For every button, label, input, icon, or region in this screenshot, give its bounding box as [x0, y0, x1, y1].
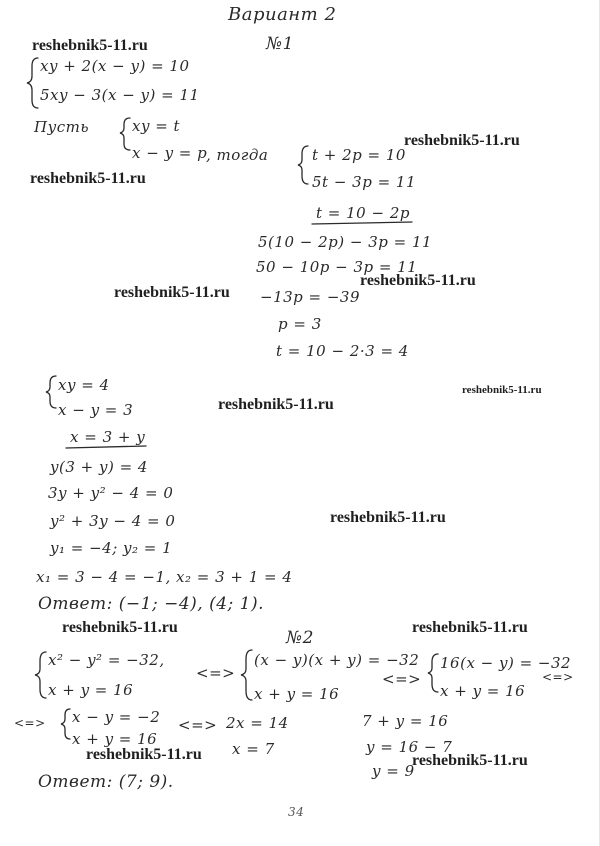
watermark-8: reshebnik5-11.ru: [330, 509, 446, 526]
p2-arrow-5: <=>: [178, 716, 218, 734]
p2-step-y-expr: y = 16 − 7: [366, 738, 453, 756]
p2-system4-line2: x + y = 16: [72, 730, 158, 748]
p2-system1-line2: x + y = 16: [48, 681, 134, 699]
p1-system2-line2: 5t − 3p = 11: [312, 173, 417, 191]
variant-title: Вариант 2: [228, 4, 337, 25]
problem-1-number: №1: [266, 34, 294, 54]
p1-step-quadratic-a: 3y + y² − 4 = 0: [48, 484, 174, 502]
p2-system3-line2: x + y = 16: [440, 682, 526, 700]
watermark-3: reshebnik5-11.ru: [30, 170, 146, 187]
p2-system2-line2: x + y = 16: [254, 685, 340, 703]
p2-system2-line1: (x − y)(x + y) = −32: [254, 651, 420, 669]
p2-answer: Ответ: (7; 9).: [38, 772, 174, 792]
watermark-9: reshebnik5-11.ru: [62, 619, 178, 636]
p2-step-2x: 2x = 14: [226, 714, 289, 732]
watermark-1: reshebnik5-11.ru: [32, 37, 148, 54]
p2-arrow-3: <=>: [542, 670, 574, 684]
problem-2-number: №2: [286, 628, 314, 648]
p1-step-t-expr: t = 10 − 2p: [316, 204, 410, 222]
p1-system3-line2: x − y = 3: [58, 401, 134, 419]
p1-let-word: Пусть: [34, 118, 90, 136]
p1-system3-line1: xy = 4: [58, 376, 110, 394]
p2-step-y: y = 9: [372, 762, 415, 780]
page-number-mark: 34: [288, 805, 305, 819]
p2-arrow-1: <=>: [196, 664, 236, 682]
p2-system3-line1: 16(x − y) = −32: [440, 654, 572, 672]
p1-step-roots-x: x₁ = 3 − 4 = −1, x₂ = 3 + 1 = 4: [36, 568, 293, 586]
watermark-6: reshebnik5-11.ru: [462, 384, 542, 396]
watermark-12: reshebnik5-11.ru: [412, 752, 528, 769]
p1-step-x-expr: x = 3 + y: [70, 428, 146, 446]
watermark-10: reshebnik5-11.ru: [412, 619, 528, 636]
p2-arrow-4: <=>: [14, 716, 46, 730]
p1-system2-line1: t + 2p = 10: [312, 146, 406, 164]
p1-sub-xy: xy = t: [132, 117, 181, 135]
p1-step-p: p = 3: [278, 315, 322, 333]
watermark-5: reshebnik5-11.ru: [360, 272, 476, 289]
p1-step-expand: 50 − 10p − 3p = 11: [256, 258, 418, 276]
p1-step-quadratic-b: y² + 3y − 4 = 0: [50, 512, 176, 530]
watermark-11: reshebnik5-11.ru: [86, 746, 202, 763]
p1-step-t: t = 10 − 2·3 = 4: [276, 342, 409, 360]
p2-step-x: x = 7: [232, 740, 275, 758]
p2-system1-line1: x² − y² = −32,: [48, 651, 165, 669]
p2-step-sub: 7 + y = 16: [362, 712, 449, 730]
p1-then-word: , тогда: [206, 146, 269, 164]
p1-sub-xminusy: x − y = p: [132, 144, 208, 162]
watermark-7: reshebnik5-11.ru: [218, 396, 334, 413]
p1-answer: Ответ: (−1; −4), (4; 1).: [38, 594, 265, 614]
watermark-2: reshebnik5-11.ru: [404, 132, 520, 149]
p1-system1-line1: xy + 2(x − y) = 10: [40, 57, 190, 75]
p1-system1-line2: 5xy − 3(x − y) = 11: [40, 86, 200, 104]
p1-step-y-eq: y(3 + y) = 4: [50, 458, 148, 476]
p1-step-substitute: 5(10 − 2p) − 3p = 11: [258, 233, 433, 251]
p2-arrow-2: <=>: [382, 670, 422, 688]
p1-step-collect: −13p = −39: [260, 288, 361, 306]
p2-system4-line1: x − y = −2: [72, 708, 161, 726]
p1-step-roots-y: y₁ = −4; y₂ = 1: [50, 539, 173, 557]
watermark-4: reshebnik5-11.ru: [114, 284, 230, 301]
